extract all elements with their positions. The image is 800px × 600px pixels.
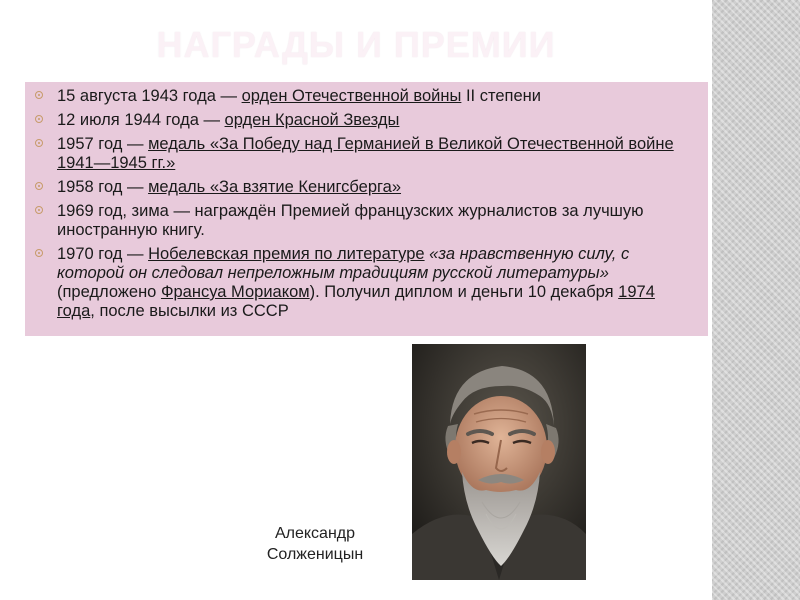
bullet-icon xyxy=(35,139,43,147)
award-text: ). Получил диплом и деньги 10 декабря xyxy=(309,283,619,301)
award-item xyxy=(33,111,694,130)
award-date: 1970 год — xyxy=(57,245,149,263)
year-link[interactable]: 1974 года xyxy=(57,283,655,320)
caption-last-name: Солженицын xyxy=(266,546,364,563)
person-link[interactable]: Франсуа Мориаком xyxy=(160,283,310,301)
nobel-quote: «за нравственную силу, с которой он следовал непреложным традициям русской литературы» xyxy=(57,245,630,282)
award-item xyxy=(33,178,694,197)
bullet-icon xyxy=(35,115,43,123)
portrait-caption xyxy=(245,523,385,565)
portrait-photo xyxy=(412,344,586,580)
award-text: , после высылки из СССР xyxy=(90,302,289,320)
caption-first-name: Александр xyxy=(274,525,356,542)
award-date: 1957 год — xyxy=(57,135,149,153)
awards-box xyxy=(25,82,708,336)
award-item xyxy=(33,245,694,321)
awards-list xyxy=(33,87,694,321)
bullet-icon xyxy=(35,206,43,214)
bullet-icon xyxy=(35,91,43,99)
nobel-prize-link[interactable]: Нобелевская премия по литературе xyxy=(148,245,425,263)
award-date: 12 июля 1944 года — xyxy=(57,111,225,129)
award-link[interactable]: орден Красной Звезды xyxy=(224,111,400,129)
award-text: 1969 год, зима — награждён Премией французских журналистов за лучшую иностранную книгу. xyxy=(57,202,644,239)
award-date: 1958 год — xyxy=(57,178,149,196)
bullet-icon xyxy=(35,249,43,257)
decorative-side-strip xyxy=(712,0,800,600)
award-text: (предложено xyxy=(57,283,161,301)
award-link[interactable]: орден Отечественной войны xyxy=(241,87,462,105)
award-date: 15 августа 1943 года — xyxy=(57,87,242,105)
award-item xyxy=(33,87,694,106)
award-item xyxy=(33,202,694,240)
award-link[interactable]: медаль «За взятие Кенигсберга» xyxy=(148,178,402,196)
slide-title: НАГРАДЫ И ПРЕМИИ xyxy=(156,24,556,65)
award-link[interactable]: медаль «За Победу над Германией в Великой Отечественной войне 1941—1945 гг.» xyxy=(57,135,674,172)
bullet-icon xyxy=(35,182,43,190)
award-rest: II степени xyxy=(461,87,541,105)
award-item xyxy=(33,135,694,173)
